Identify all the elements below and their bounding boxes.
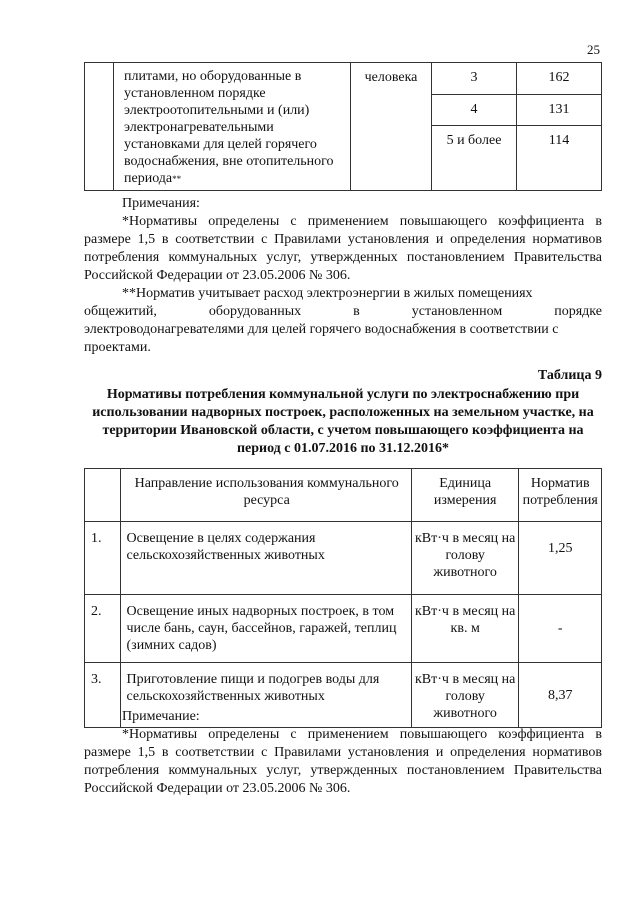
note-paragraph-line: **Норматив учитывает расход электроэнергии в жилых помещениях [122,286,533,301]
row-direction: Освещение иных надворных построек, в том числе бань, саун, бассейнов, гаражей, теплиц (зимних садов) [120,595,411,663]
header-norm: Норматив потребления [519,469,602,522]
row-direction: Приготовление пищи и подогрев воды для сельскохозяйственных животных [120,663,411,728]
note-paragraph-line [84,303,602,321]
header-number [85,469,121,522]
row-number: 1. [85,522,121,595]
notes-section-1 [84,195,602,357]
description-line: плитами, но оборудованные в [124,69,302,84]
row-unit: кВт·ч в месяц на кв. м [411,595,519,663]
notes-section-2 [84,708,602,798]
value-cell: 162 [517,63,602,95]
description-line: водоснабжения, вне отопительного [124,154,334,169]
note-paragraph-rest: электроводонагревателями для целей горячего водоснабжения в соответствии с проектами. [84,322,559,355]
table-cell-blank [85,63,114,191]
value-cell: 131 [517,94,602,126]
header-unit: Единица измерения [411,469,519,522]
table-label: Таблица 9 [537,368,602,383]
note-word: порядке [554,304,602,319]
footnote-mark: ** [172,174,182,184]
note-word: установленном [411,304,503,319]
table-title: Нормативы потребления коммунальной услуги по электроснабжению при использовании надворных построек, расположенных на земельном участке, на территории Ивановской области, с учетом повышающего коэффициента на период с 01.07.2016 по 31.12.2016* [92,387,594,456]
people-cell: 4 [432,94,517,126]
note-paragraph: *Нормативы определены с применением повышающего коэффициента в размере 1,5 в соответствии с Правилами установления и определения нормативов потребления коммунальных услуг, утвержденных постановлением Правительства Российской Федерации от 23.05.2006 № 306. [84,727,602,796]
description-cell [114,63,351,191]
norms-table [84,468,602,728]
description-line: электронагревательными [124,120,274,135]
table-header-row [85,469,602,522]
value-cell: 114 [517,126,602,191]
continuation-table [84,62,602,191]
page-number: 25 [587,42,600,57]
notes-heading: Примечания: [122,196,200,211]
note-paragraph: *Нормативы определены с применением повышающего коэффициента в размере 1,5 в соответствии с Правилами установления и определения нормативов потребления коммунальных услуг, утвержденных постановлением Правительства Российской Федерации от 23.05.2006 № 306. [84,214,602,283]
row-norm: 8,37 [519,663,602,728]
note-word: общежитий, [84,304,157,319]
row-norm: 1,25 [519,522,602,595]
row-number: 3. [85,663,121,728]
description-line [124,170,342,188]
description-line: установками для целей горячего [124,137,317,152]
row-direction: Освещение в целях содержания сельскохозяйственных животных [120,522,411,595]
unit-cell: человека [351,63,432,191]
description-last: периода [124,171,173,186]
table-row [85,63,602,95]
description-line: установленном порядке [124,86,266,101]
notes-heading: Примечание: [122,709,200,724]
description-line: электроотопительными и (или) [124,103,310,118]
row-unit: кВт·ч в месяц на голову животного [411,522,519,595]
row-number: 2. [85,595,121,663]
people-cell: 5 и более [432,126,517,191]
row-unit: кВт·ч в месяц на голову животного [411,663,519,728]
header-direction: Направление использования коммунального ресурса [120,469,411,522]
table-row [85,522,602,595]
note-word: оборудованных [208,304,302,319]
row-norm: - [519,595,602,663]
people-cell: 3 [432,63,517,95]
table-row [85,595,602,663]
note-word: в [353,304,360,319]
